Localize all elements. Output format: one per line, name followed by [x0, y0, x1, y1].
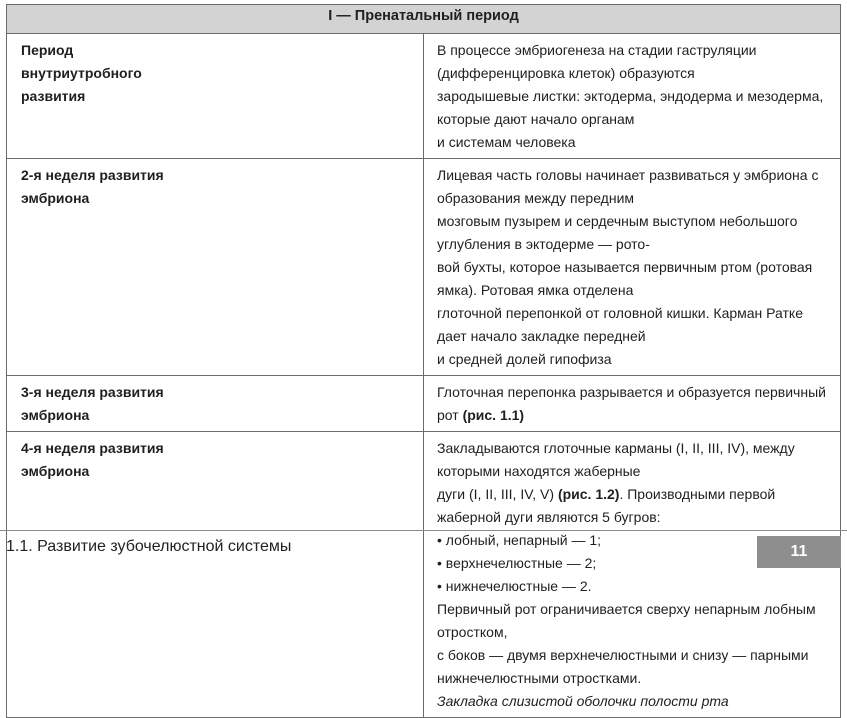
table-row: [7, 159, 841, 376]
prenatal-period-table: [6, 4, 841, 718]
desc-line: [437, 381, 832, 427]
period-cell: [7, 34, 424, 159]
period-line: эмбриона: [21, 407, 90, 423]
footer-divider: [0, 530, 847, 531]
desc-line: Закладываются глоточные карманы (I, II, III, IV), между которыми находятся жаберные: [437, 440, 795, 479]
description-cell: [424, 376, 841, 432]
italic-note: Закладка слизистой оболочки полости рта: [437, 693, 729, 709]
desc-line: Первичный рот ограничивается сверху непарным лобным отростком,: [437, 601, 816, 640]
description-cell: [424, 432, 841, 718]
period-line: внутриутробного: [21, 65, 142, 81]
bullet-item: • верхнечелюстные — 2;: [437, 555, 597, 571]
desc-line: глоточной перепонкой от головной кишки. Карман Ратке дает начало закладке передней: [437, 305, 804, 344]
desc-text: Глоточная перепонка разрывается и образуется первичный рот: [437, 384, 826, 423]
desc-line: В процессе эмбриогенеза на стадии гаструляции (дифференцировка клеток) образуются: [437, 42, 757, 81]
desc-text: . Производными первой жаберной дуги являются 5 бугров:: [437, 486, 776, 525]
section-title: 1.1. Развитие зубочелюстной системы: [6, 538, 292, 555]
period-cell: [7, 376, 424, 432]
period-line: эмбриона: [21, 190, 90, 206]
figure-ref: (рис. 1.1): [462, 407, 525, 423]
desc-line: с боков — двумя верхнечелюстными и снизу — парными нижнечелюстными отростками.: [437, 647, 809, 686]
period-cell: [7, 432, 424, 718]
desc-text: дуги (I, II, III, IV, V): [437, 486, 555, 502]
period-line: развития: [21, 88, 86, 104]
desc-line: и системам человека: [437, 134, 576, 150]
period-line: 3-я неделя развития: [21, 384, 164, 400]
table-row: [7, 376, 841, 432]
bullet-item: • лобный, непарный — 1;: [437, 532, 602, 548]
period-line: Период: [21, 42, 74, 58]
period-line: 2-я неделя развития: [21, 167, 164, 183]
table-row: [7, 432, 841, 718]
desc-line: вой бухты, которое называется первичным ртом (ротовая ямка). Ротовая ямка отделена: [437, 259, 813, 298]
description-cell: [424, 159, 841, 376]
desc-line: и средней долей гипофиза: [437, 351, 612, 367]
desc-line: [437, 483, 832, 529]
desc-line: Лицевая часть головы начинает развиваться у эмбриона с образования между передним: [437, 167, 819, 206]
table-row: [7, 34, 841, 159]
table-header: I — Пренатальный период: [7, 5, 841, 34]
period-line: эмбриона: [21, 463, 90, 479]
bullet-item: • нижнечелюстные — 2.: [437, 578, 592, 594]
desc-line: мозговым пузырем и сердечным выступом небольшого углубления в эктодерме — рото-: [437, 213, 798, 252]
figure-ref: (рис. 1.2): [557, 486, 620, 502]
period-line: 4-я неделя развития: [21, 440, 164, 456]
page-number: 11: [757, 536, 841, 568]
desc-line: зародышевые листки: эктодерма, эндодерма и мезодерма, которые дают начало органам: [437, 88, 824, 127]
description-cell: [424, 34, 841, 159]
period-cell: [7, 159, 424, 376]
